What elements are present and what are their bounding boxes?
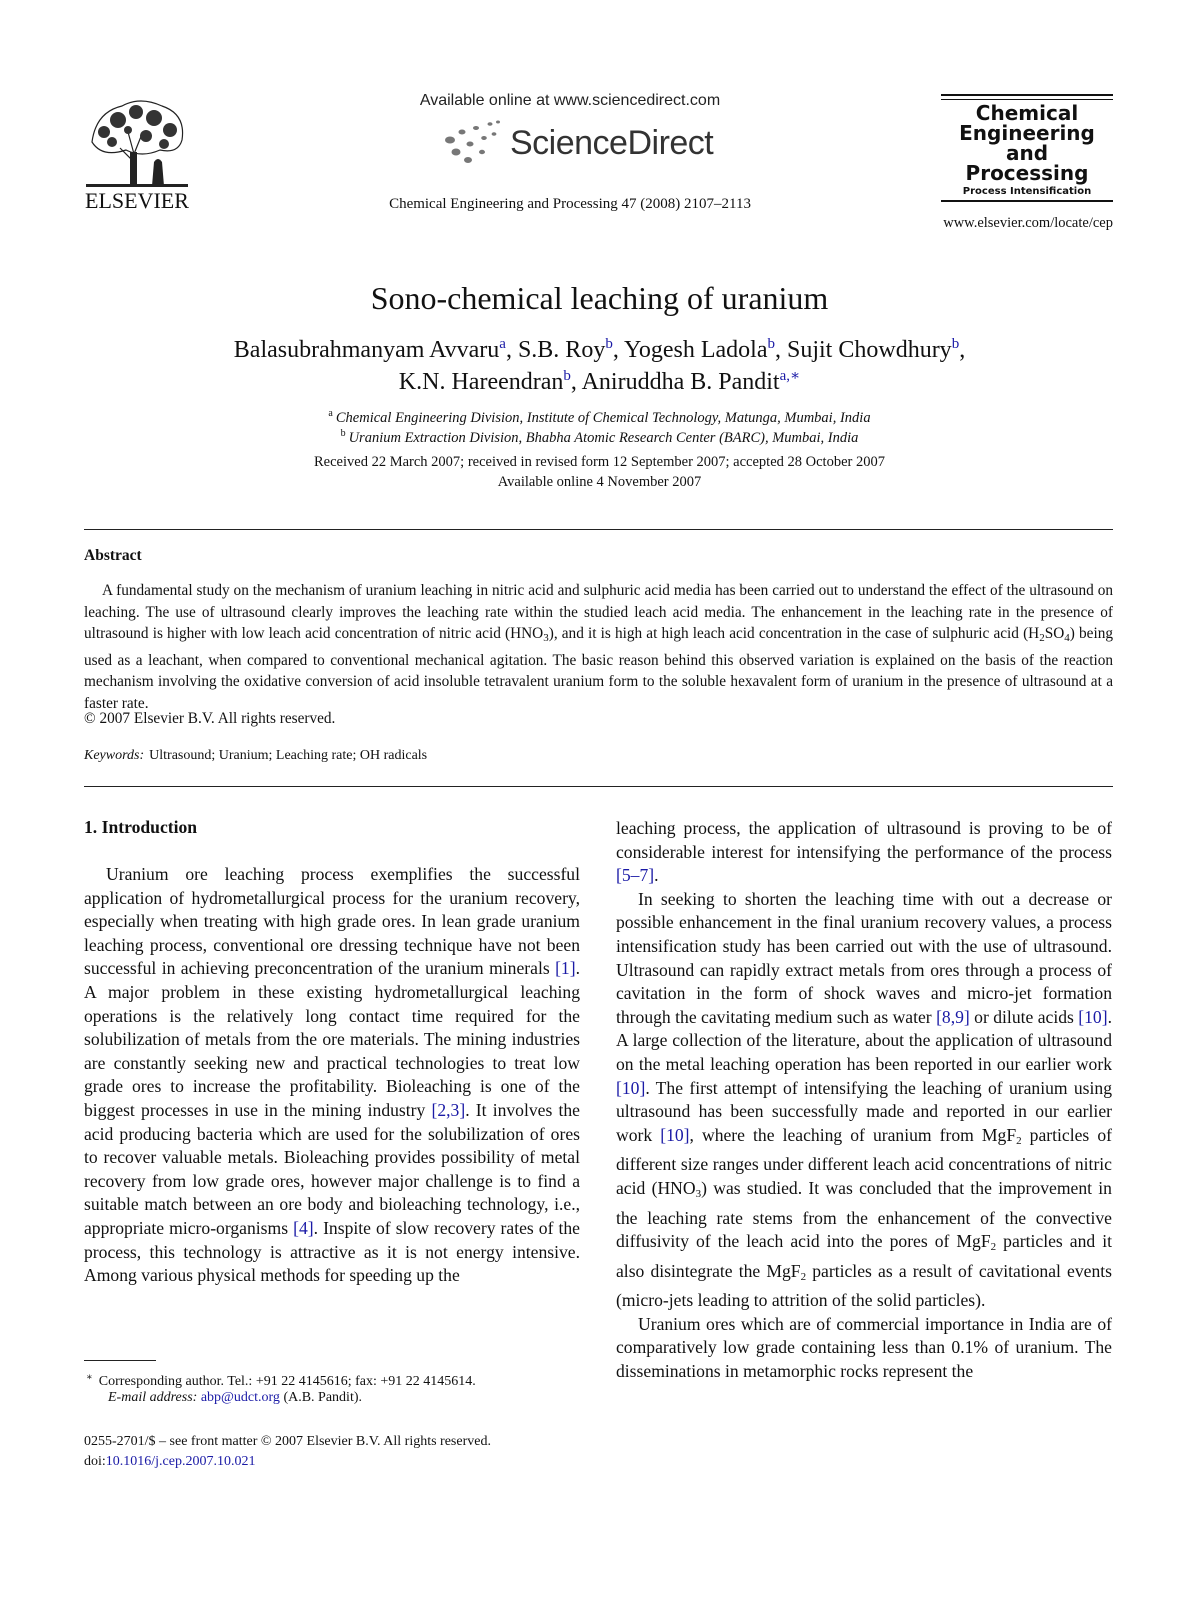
- available-online-text: Available online at www.sciencedirect.com: [419, 92, 721, 109]
- paragraph: Uranium ores which are of commercial importance in India are of comparatively low grade containing less than 0.1% of uranium. The disseminations in metamorphic rocks represent the: [616, 1313, 1112, 1382]
- author-name: K.N. Hareendran: [398, 369, 564, 395]
- author-list-line-2: K.N. Hareendran$^b$, Aniruddha B. Pandit$^{a,∗}$: [398, 368, 801, 395]
- author-affil-link[interactable]: b: [767, 336, 775, 352]
- citation-link[interactable]: [2,3]: [431, 1099, 466, 1120]
- divider: [84, 786, 1113, 787]
- journal-citation: Chemical Engineering and Processing 47 (2008) 2107–2113: [389, 196, 751, 212]
- citation-link[interactable]: [10]: [660, 1124, 690, 1145]
- body-column-left: [84, 863, 580, 1288]
- abstract-heading: Abstract: [84, 547, 142, 564]
- available-online-date: Available online 4 November 2007: [497, 474, 702, 490]
- footnote-corresponding-author: ∗ Corresponding author. Tel.: +91 22 4145616; fax: +91 22 4145614.: [86, 1372, 476, 1389]
- doi-link[interactable]: 10.1016/j.cep.2007.10.021: [105, 1454, 256, 1469]
- author-name: S.B. Roy: [517, 337, 606, 363]
- affiliation-a: $^a$ Chemical Engineering Division, Institute of Chemical Technology, Matunga, Mumbai, India: [328, 408, 871, 426]
- email-link[interactable]: abp@udct.org: [200, 1390, 280, 1405]
- paragraph: In seeking to shorten the leaching time with out a decrease or possible enhancement in the final uranium recovery values, a process intensification study has been carried out with the use of ultrasound. Ultrasound can rapidly extract metals from ores through a process of cavitation in the form of shock waves and micro-jet formation through the cavitating medium such as water [8,9] or dilute acids [10]. A large collection of the literature, about the application of ultrasound on the metal leaching operation has been reported in our earlier work [10]. The first attempt of intensifying the leaching of uranium using ultrasound has been successfully made and reported in our earlier work [10], where the leaching of uranium from MgF$_2$ particles of different size ranges under different leach acid concentrations of nitric acid $(HNO_3)$ was studied. It was concluded that the improvement in the leaching rate stems from the enhancement of the convective diffusivity of the leach acid into the pores of MgF$_2$ particles and it also disintegrate the MgF$_2$ particles as a result of cavitational events (micro-jets leading to attrition of the solid particles).: [616, 888, 1112, 1311]
- author-affil-link[interactable]: b: [563, 368, 571, 384]
- author-affil-link[interactable]: a,∗: [779, 368, 801, 384]
- footnote-divider: [84, 1360, 156, 1361]
- author-affil-link[interactable]: b: [605, 336, 613, 352]
- front-matter-notice: 0255-2701/$ – see front matter © 2007 Elsevier B.V. All rights reserved.: [84, 1434, 491, 1449]
- journal-logo-title: Chemical Engineering and Processing: [959, 101, 1095, 185]
- author-list-line-1: Balasubrahmanyam Avvaru$^a$, S.B. Roy$^b$, Yogesh Ladola$^b$, Sujit Chowdhury$^b$,: [233, 336, 966, 363]
- paragraph: Uranium ore leaching process exemplifies the successful application of hydrometallurgical process for the uranium recovery, especially when treating with high grade ores. In lean grade uranium leaching process, conventional ore dressing technique have not been successful in achieving preconcentration of the uranium minerals [1]. A major problem in these existing hydrometallurgical leaching operations is the relatively long contact time required for the solubilization of metals from the ore materials. The mining industries are constantly seeking new and practical technologies to treat low grade ores to increase the profitability. Bioleaching is one of the biggest processes in use in the mining industry [2,3]. It involves the acid producing bacteria which are used for the solubilization of ores to recover valuable metals. Bioleaching provides possibility of metal recovery from low grade ores, however major challenge is to find a suitable match between an ore body and bioleaching technology, i.e., appropriate micro-organisms [4]. Inspite of slow recovery rates of the process, this technology is attractive as it is not energy intensive. Among various physical methods for speeding up the: [84, 864, 580, 1286]
- author-name: Balasubrahmanyam Avvaru: [233, 337, 500, 363]
- body-column-right: [616, 817, 1112, 1384]
- article-history: Received 22 March 2007; received in revised form 12 September 2007; accepted 28 October 2007: [314, 454, 885, 470]
- keywords: Keywords: Ultrasound; Uranium; Leaching rate; OH radicals: [84, 748, 428, 763]
- sciencedirect-dots-icon: [440, 118, 510, 168]
- author-name: Yogesh Ladola: [623, 337, 768, 363]
- author-affil-link[interactable]: a: [499, 336, 506, 352]
- sciencedirect-wordmark: ScienceDirect: [510, 124, 714, 162]
- citation-link[interactable]: [4]: [293, 1217, 314, 1238]
- author-affil-link[interactable]: b: [951, 336, 960, 352]
- footnote-email: E-mail address: abp@udct.org (A.B. Pandit).: [108, 1390, 362, 1405]
- sciencedirect-logo: [440, 118, 714, 168]
- journal-logo: [941, 94, 1113, 202]
- citation-link[interactable]: [8,9]: [936, 1006, 970, 1027]
- article-title: Sono-chemical leaching of uranium: [370, 280, 829, 316]
- elsevier-logo: [82, 92, 192, 214]
- author-name: Aniruddha B. Pandit: [581, 369, 780, 395]
- citation-link[interactable]: [1]: [555, 958, 576, 979]
- abstract-copyright: © 2007 Elsevier B.V. All rights reserved.: [84, 710, 336, 727]
- affiliation-b: $^b$ Uranium Extraction Division, Bhabha Atomic Research Center (BARC), Mumbai, India: [340, 428, 859, 446]
- citation-link[interactable]: [5–7]: [616, 865, 655, 886]
- elsevier-wordmark: ELSEVIER: [85, 188, 189, 213]
- journal-logo-subtitle: Process Intensification: [962, 186, 1092, 197]
- citation-link[interactable]: [10]: [616, 1077, 646, 1098]
- section-heading-introduction: 1. Introduction: [84, 817, 198, 837]
- citation-link[interactable]: [10]: [1078, 1006, 1108, 1027]
- doi: doi:10.1016/j.cep.2007.10.021: [84, 1454, 256, 1469]
- author-name: Sujit Chowdhury: [787, 337, 952, 363]
- abstract-text: A fundamental study on the mechanism of uranium leaching in nitric acid and sulphuric acid media has been carried out to understand the effect of the ultrasound on leaching. The use of ultrasound clearly improves the leaching rate within the studied leach acid media. The enhancement in the leaching rate in the presence of ultrasound is higher with low leach acid concentration of nitric acid $(HNO_3)$, and it is high at high leach acid concentration in the case of sulphuric acid $(H_2SO_4)$ being used as a leachant, when compared to conventional mechanical agitation. The basic reason behind this observed variation is explained on the basis of the reaction mechanism involving the oxidative conversion of acid insoluble tetravalent uranium form to the soluble hexavalent form of uranium in the presence of ultrasound at a faster rate.: [84, 582, 1113, 712]
- paragraph: leaching process, the application of ultrasound is proving to be of considerable interest for intensifying the performance of the process [5–7].: [616, 818, 1112, 886]
- journal-url-link[interactable]: www.elsevier.com/locate/cep: [943, 215, 1113, 231]
- elsevier-tree-icon: [82, 92, 192, 188]
- divider: [84, 529, 1113, 530]
- keywords-list: Ultrasound; Uranium; Leaching rate; OH radicals: [149, 748, 428, 763]
